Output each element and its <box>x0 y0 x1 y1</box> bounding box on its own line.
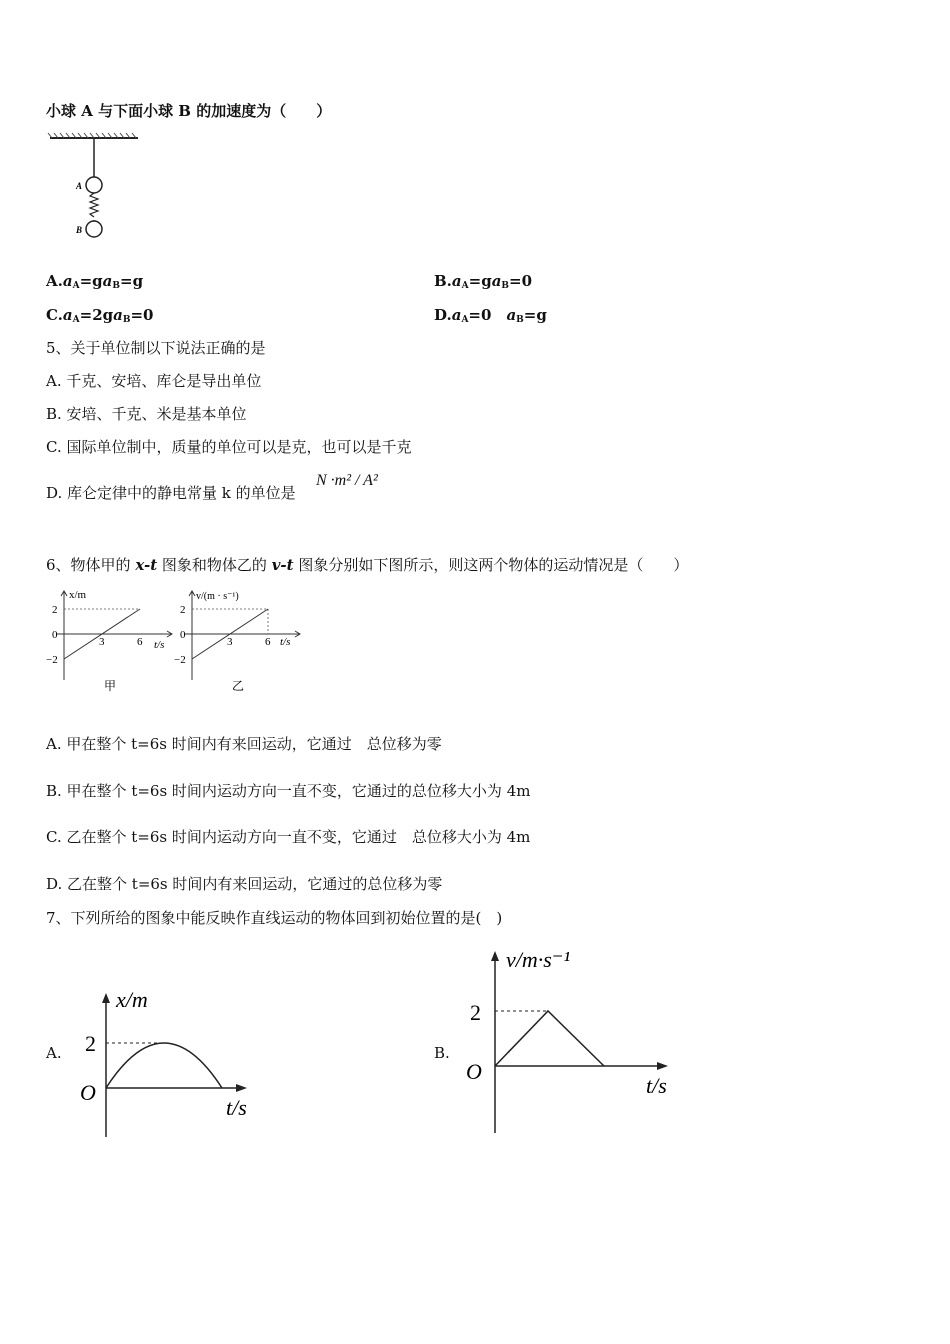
q5-option-c[interactable]: C. 国际单位制中，质量的单位可以是克，也可以是千克 <box>46 438 412 456</box>
svg-text:t/s: t/s <box>154 639 165 651</box>
q5-stem: 5、关于单位制以下说法正确的是 <box>46 339 266 357</box>
spring <box>90 193 98 217</box>
jia-caption: 甲 <box>104 679 117 693</box>
q6-option-d[interactable]: D. 乙在整个 t=6s 时间内有来回运动，它通过的总位移为零 <box>46 875 443 893</box>
q4-option-c[interactable]: $C.a_A=2ga_B=0$ <box>46 306 154 325</box>
svg-text:−2: −2 <box>174 654 186 666</box>
q7-stem: 7、下列所给的图象中能反映作直线运动的物体回到初始位置的是( ) <box>46 909 503 927</box>
svg-text:2: 2 <box>85 1031 96 1056</box>
q5-option-a[interactable]: A. 千克、安培、库仑是导出单位 <box>46 372 262 390</box>
q6-option-c[interactable]: C. 乙在整个 t=6s 时间内运动方向一直不变，它通过 总位移大小为 4m <box>46 828 531 846</box>
svg-text:2: 2 <box>180 604 186 616</box>
graph-7a <box>72 985 272 1145</box>
svg-text:O: O <box>466 1059 482 1084</box>
label-b: B <box>76 225 83 235</box>
yi-caption: 乙 <box>232 679 245 693</box>
label-a: A <box>76 181 83 191</box>
graph-yi <box>172 588 307 698</box>
q6-stem: 6、物体甲的 x-t 图象和物体乙的 v-t 图象分别如下图所示，则这两个物体的运动情况是（ ） <box>46 556 689 574</box>
svg-text:t/s: t/s <box>280 636 291 648</box>
q6-option-a[interactable]: A. 甲在整个 t=6s 时间内有来回运动，它通过 总位移为零 <box>46 735 442 753</box>
q5-option-d[interactable]: D. 库仑定律中的静电常量 k 的单位是 <box>46 484 296 502</box>
q5-formula: N ·m² / A² <box>316 472 378 489</box>
svg-text:0: 0 <box>180 629 186 641</box>
svg-text:O: O <box>80 1080 96 1105</box>
q7-option-a-label[interactable]: A. <box>46 1044 62 1062</box>
svg-text:t/s: t/s <box>226 1095 247 1120</box>
q7-option-b-label[interactable]: B. <box>434 1044 450 1062</box>
svg-text:6: 6 <box>137 636 143 648</box>
yi-y-label: v/(m · s⁻¹) <box>196 591 239 602</box>
ball-b <box>86 221 102 237</box>
svg-text:−2: −2 <box>46 654 58 666</box>
q4-stem: 小球 A 与下面小球 B 的加速度为（ ） <box>46 102 332 120</box>
q6-option-b[interactable]: B. 甲在整个 t=6s 时间内运动方向一直不变，它通过的总位移大小为 4m <box>46 782 531 800</box>
graph-7a-y-label: x/m <box>116 987 148 1012</box>
svg-text:6: 6 <box>265 636 271 648</box>
spring-figure <box>46 132 146 242</box>
q5-option-b[interactable]: B. 安培、千克、米是基本单位 <box>46 405 247 423</box>
q4-option-a[interactable]: $A.a_A=ga_B=g$ <box>46 272 144 291</box>
svg-text:0: 0 <box>52 629 58 641</box>
graph-jia <box>44 588 179 698</box>
jia-y-label: x/m <box>69 589 87 601</box>
svg-text:2: 2 <box>470 1000 481 1025</box>
svg-text:t/s: t/s <box>646 1073 667 1098</box>
svg-text:3: 3 <box>99 636 105 648</box>
q4-option-b[interactable]: $B.a_A=ga_B=0$ <box>434 272 533 291</box>
svg-text:2: 2 <box>52 604 58 616</box>
graph-7b-y-label: v/m·s⁻¹ <box>506 947 571 972</box>
ball-a <box>86 177 102 193</box>
graph-7b <box>460 945 690 1140</box>
svg-text:3: 3 <box>227 636 233 648</box>
q4-option-d[interactable]: $D.a_A=0$ $a_B=g$ <box>434 306 547 325</box>
